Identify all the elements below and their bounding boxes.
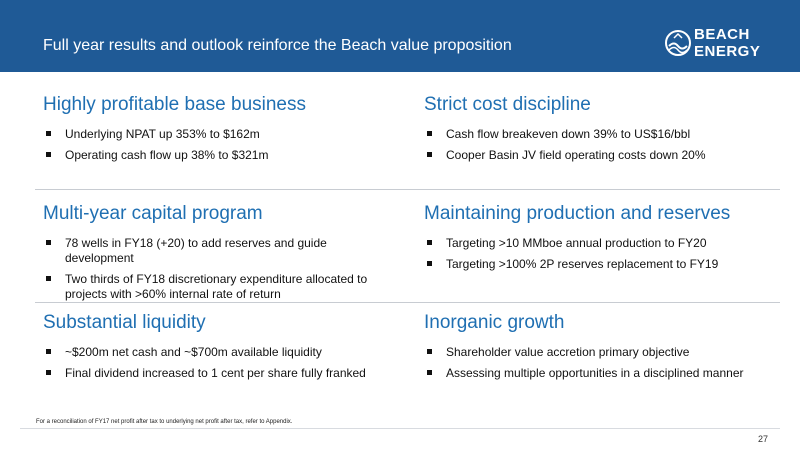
bullet-text: 78 wells in FY18 (+20) to add reserves and guide development bbox=[65, 236, 327, 265]
bullet-square-icon bbox=[427, 152, 432, 157]
bullet-square-icon bbox=[427, 261, 432, 266]
slide-header bbox=[0, 0, 800, 72]
bullet-list-production-reserves bbox=[424, 236, 774, 278]
list-item bbox=[424, 148, 774, 163]
bullet-list-cost-discipline bbox=[424, 127, 774, 169]
bullet-text: Shareholder value accretion primary objective bbox=[446, 345, 690, 359]
bullet-square-icon bbox=[46, 276, 51, 281]
list-item bbox=[424, 127, 774, 142]
bullet-square-icon bbox=[427, 370, 432, 375]
bullet-text: Operating cash flow up 38% to $321m bbox=[65, 148, 269, 162]
bullet-list-inorganic-growth bbox=[424, 345, 774, 387]
bullet-text: ~$200m net cash and ~$700m available liquidity bbox=[65, 345, 322, 359]
page-number: 27 bbox=[757, 434, 768, 444]
bullet-list-capital-program bbox=[43, 236, 393, 308]
bullet-text: Assessing multiple opportunities in a disciplined manner bbox=[446, 366, 744, 380]
list-item bbox=[43, 127, 383, 142]
section-title-capital-program: Multi-year capital program bbox=[43, 203, 263, 224]
bullet-square-icon bbox=[46, 370, 51, 375]
list-item bbox=[43, 345, 393, 360]
bullet-list-liquidity bbox=[43, 345, 393, 387]
bullet-text: Cash flow breakeven down 39% to US$16/bbl bbox=[446, 127, 691, 141]
footnote: For a reconciliation of FY17 net profit after tax to underlying net profit after tax, refer to Appendix. bbox=[36, 419, 293, 425]
bullet-list-profitable-base bbox=[43, 127, 383, 169]
list-item bbox=[424, 236, 774, 251]
bullet-text: Final dividend increased to 1 cent per share fully franked bbox=[65, 366, 366, 380]
list-item bbox=[43, 236, 393, 266]
bullet-text: Targeting >100% 2P reserves replacement to FY19 bbox=[446, 257, 719, 271]
list-item bbox=[424, 257, 774, 272]
beach-energy-logo bbox=[664, 26, 774, 62]
section-title-liquidity: Substantial liquidity bbox=[43, 312, 206, 333]
list-item bbox=[424, 366, 774, 381]
list-item bbox=[43, 148, 383, 163]
bullet-square-icon bbox=[46, 240, 51, 245]
bullet-text: Targeting >10 MMboe annual production to FY20 bbox=[446, 236, 707, 250]
section-title-cost-discipline: Strict cost discipline bbox=[424, 94, 591, 115]
logo-line2: ENERGY bbox=[694, 43, 761, 60]
bullet-square-icon bbox=[46, 131, 51, 136]
beach-logo-icon bbox=[664, 29, 692, 57]
footer-divider bbox=[20, 428, 780, 429]
row-divider bbox=[35, 189, 780, 190]
section-title-production-reserves: Maintaining production and reserves bbox=[424, 203, 731, 224]
bullet-square-icon bbox=[427, 240, 432, 245]
bullet-text: Underlying NPAT up 353% to $162m bbox=[65, 127, 260, 141]
bullet-square-icon bbox=[46, 349, 51, 354]
list-item bbox=[424, 345, 774, 360]
list-item bbox=[43, 272, 393, 302]
bullet-text: Two thirds of FY18 discretionary expenditure allocated to projects with >60% internal rate of return bbox=[65, 272, 368, 301]
bullet-square-icon bbox=[427, 349, 432, 354]
bullet-square-icon bbox=[427, 131, 432, 136]
row-divider bbox=[35, 302, 780, 303]
slide-title: Full year results and outlook reinforce the Beach value proposition bbox=[43, 37, 512, 54]
section-title-inorganic-growth: Inorganic growth bbox=[424, 312, 565, 333]
bullet-text: Cooper Basin JV field operating costs down 20% bbox=[446, 148, 706, 162]
bullet-square-icon bbox=[46, 152, 51, 157]
logo-line1: BEACH bbox=[694, 26, 750, 43]
list-item bbox=[43, 366, 393, 381]
section-title-profitable-base: Highly profitable base business bbox=[43, 94, 306, 115]
